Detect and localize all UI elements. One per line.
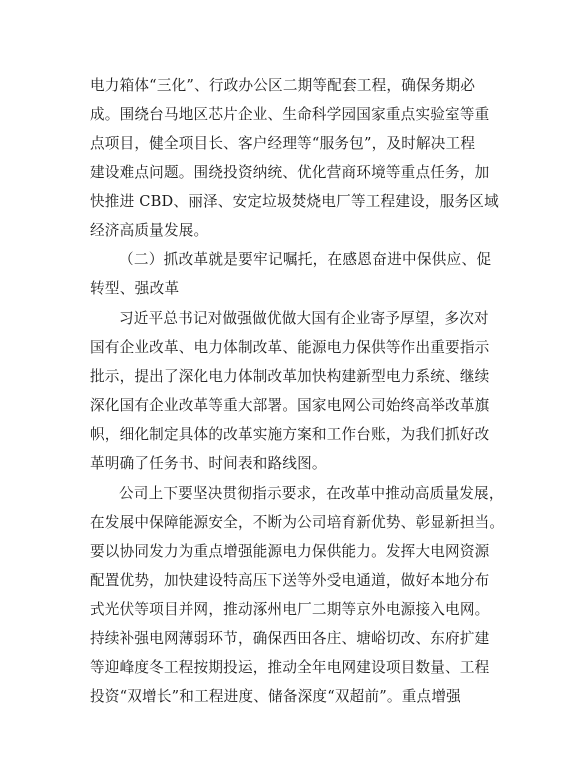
paragraph-1-line-4: 建设难点问题。围绕投资纳统、优化营商环境等重点任务，加 (90, 164, 490, 181)
paragraph-2-line-2: 国有企业改革、电力体制改革、能源电力保供等作出重要指示 (90, 339, 490, 356)
section-heading-line-1: （二）抓改革就是要牢记嘱托，在感恩奋进中保供应、促 (119, 251, 492, 268)
paragraph-1-line-6: 经济高质量发展。 (90, 222, 209, 239)
paragraph-1-line-3: 点项目，健全项目长、客户经理等“服务包”，及时解决工程 (90, 135, 476, 152)
paragraph-3-line-8: 投资“双增长”和工程进度、储备深度“双超前”。重点增强 (90, 688, 461, 705)
paragraph-1-line-5: 快推进 CBD、丽泽、安定垃圾焚烧电厂等工程建设，服务区域 (90, 193, 499, 210)
paragraph-3-line-1: 公司上下要坚决贯彻指示要求，在改革中推动高质量发展， (119, 485, 504, 502)
paragraph-2-line-4: 深化国有企业改革等重大部署。国家电网公司始终高举改革旗 (90, 397, 490, 414)
paragraph-3-line-6: 持续补强电网薄弱环节，确保西田各庄、塘峪切改、东府扩建 (90, 630, 490, 647)
section-heading-line-2: 转型、强改革 (90, 280, 180, 297)
paragraph-3-line-5: 式光伏等项目并网，推动涿州电厂二期等京外电源接入电网。 (90, 601, 490, 618)
paragraph-3-line-2: 在发展中保障能源安全，不断为公司培育新优势、彰显新担当。 (90, 514, 505, 531)
paragraph-2-line-5: 帜，细化制定具体的改革实施方案和工作台账，为我们抓好改 (90, 426, 490, 443)
paragraph-3-line-7: 等迎峰度冬工程按期投运，推动全年电网建设项目数量、工程 (90, 659, 490, 676)
paragraph-3-line-4: 配置优势，加快建设特高压下送等外受电通道，做好本地分布 (90, 572, 490, 589)
paragraph-2-line-1: 习近平总书记对做强做优做大国有企业寄予厚望，多次对 (119, 310, 489, 327)
paragraph-2-line-6: 革明确了任务书、时间表和路线图。 (90, 455, 327, 472)
paragraph-3-line-3: 要以协同发力为重点增强能源电力保供能力。发挥大电网资源 (90, 543, 490, 560)
paragraph-2-line-3: 批示，提出了深化电力体制改革加快构建新型电力系统、继续 (90, 368, 490, 385)
paragraph-1-line-1: 电力箱体“三化”、行政办公区二期等配套工程，确保务期必 (90, 77, 476, 94)
paragraph-1-line-2: 成。围绕台马地区芯片企业、生命科学园国家重点实验室等重 (90, 106, 490, 123)
